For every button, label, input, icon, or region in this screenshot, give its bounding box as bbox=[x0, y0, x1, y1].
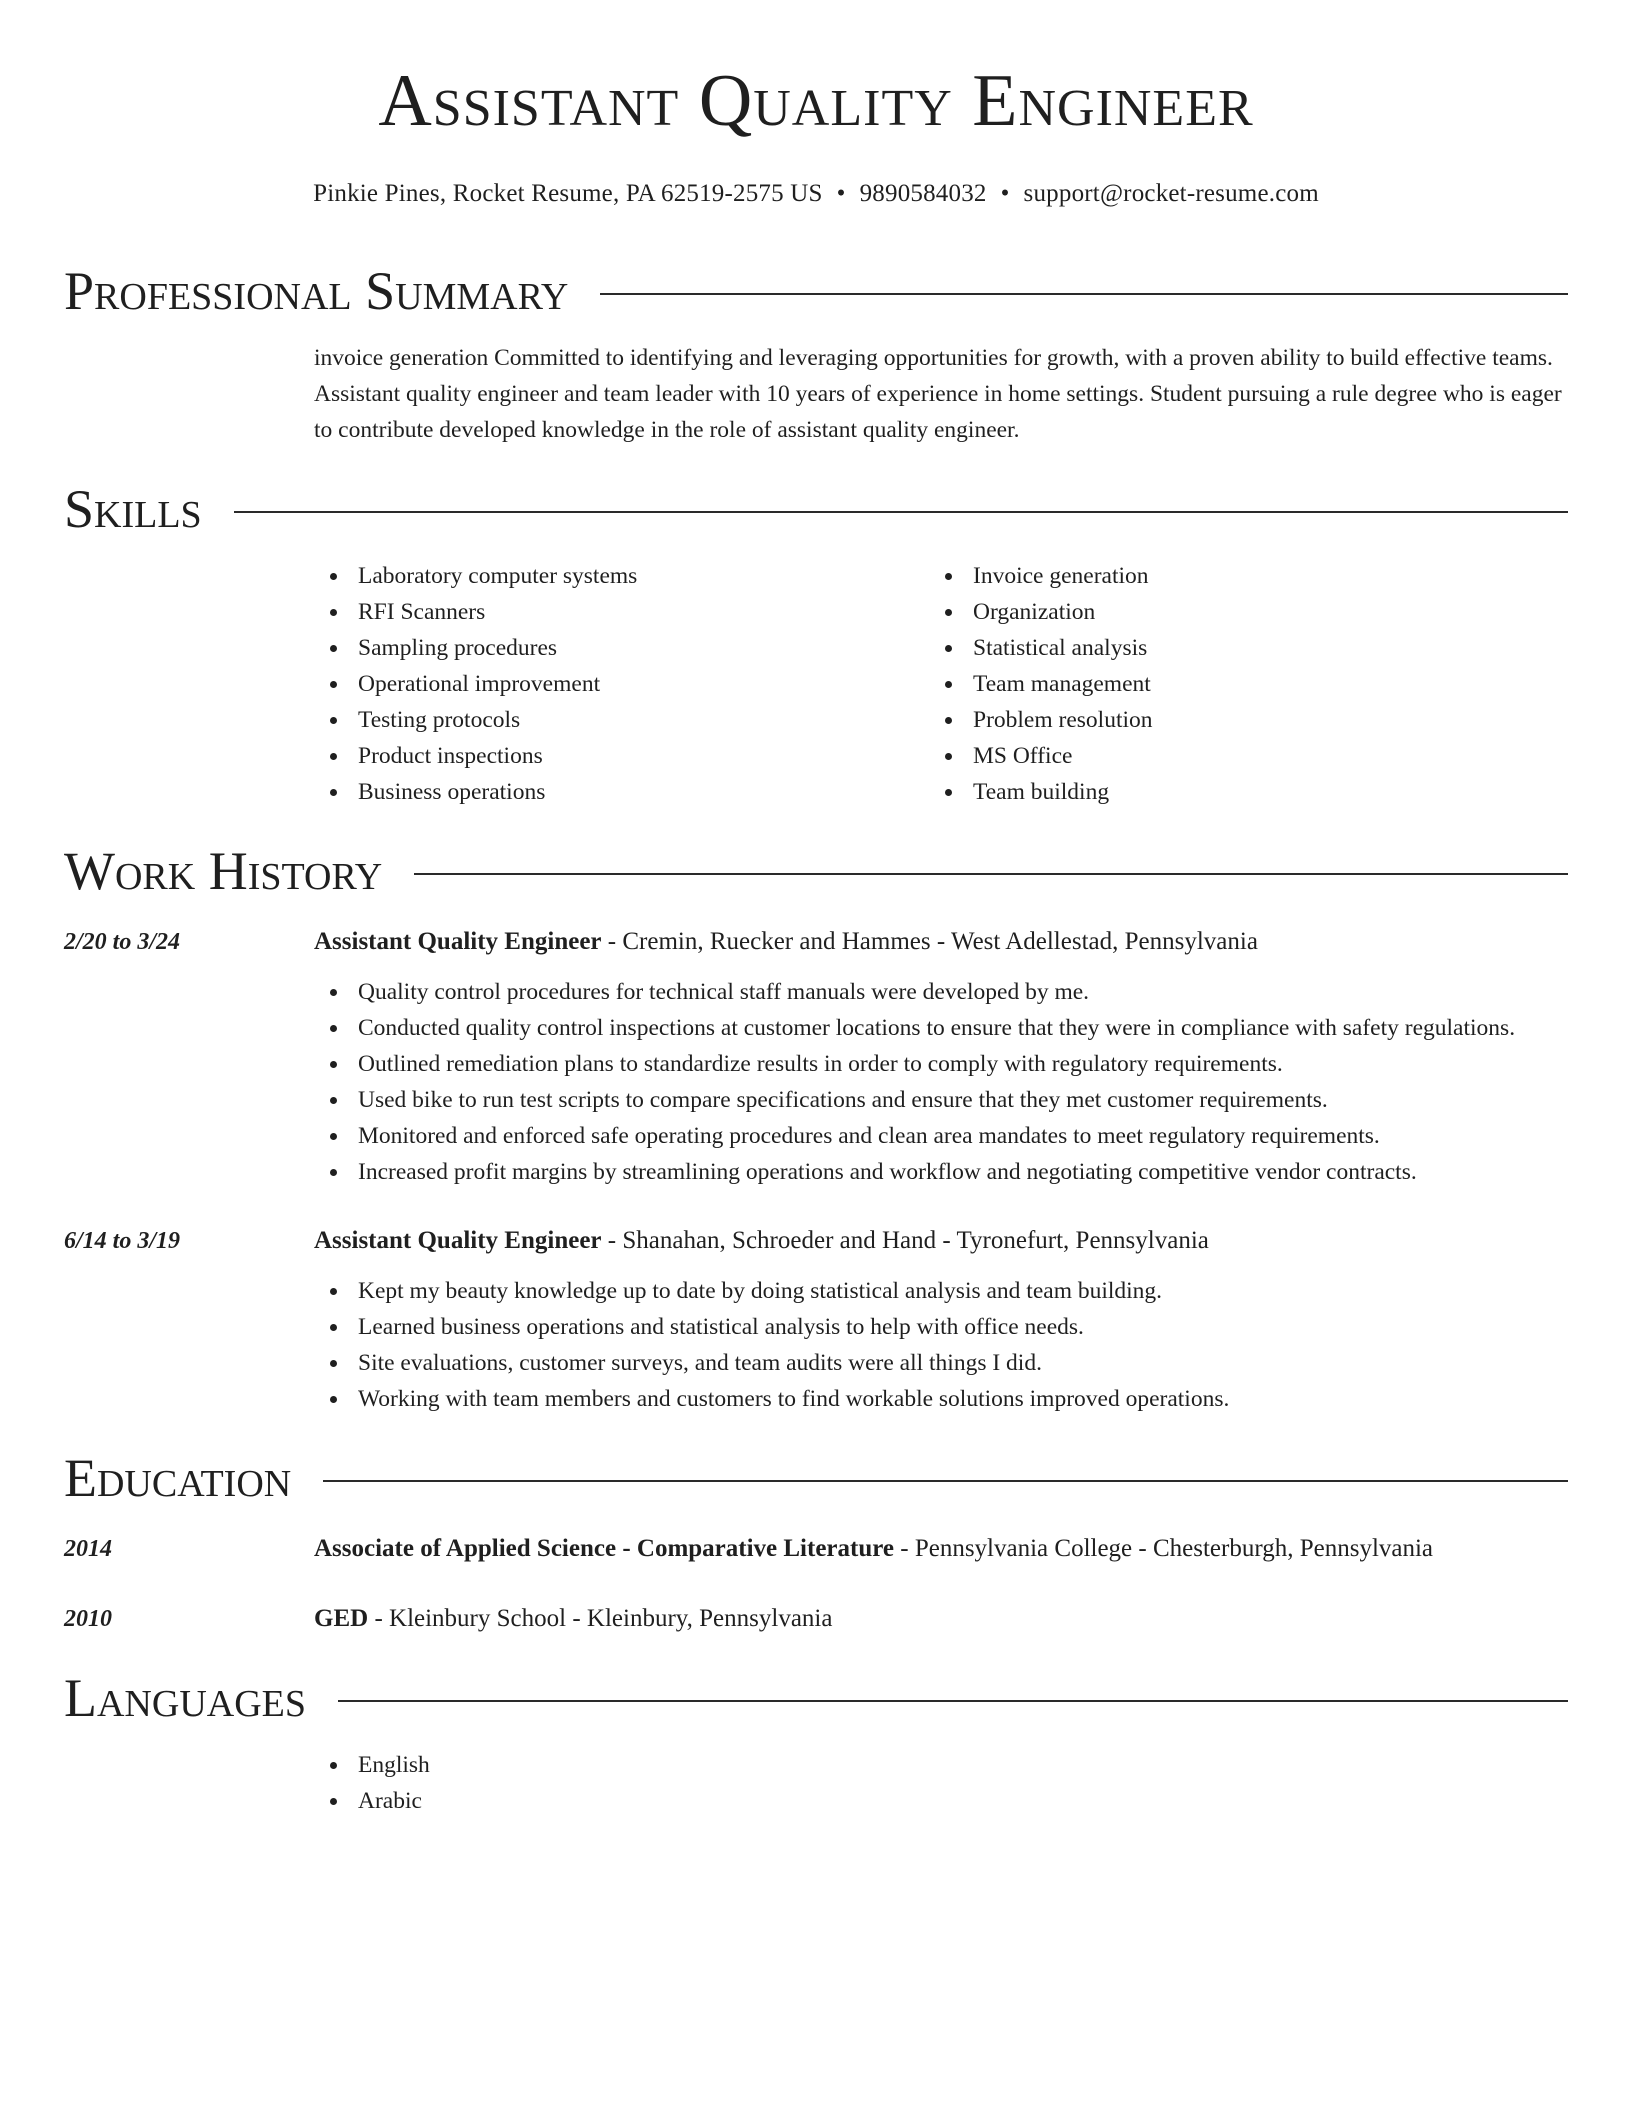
work-dates: 2/20 to 3/24 bbox=[64, 929, 181, 955]
job-role: Assistant Quality Engineer bbox=[314, 1227, 602, 1254]
skill-item: Sampling procedures bbox=[314, 630, 929, 666]
skill-item: Product inspections bbox=[314, 738, 929, 774]
education-entry bbox=[64, 1601, 1568, 1637]
section-divider bbox=[414, 873, 1568, 875]
skill-item: MS Office bbox=[929, 738, 1544, 774]
section-divider bbox=[338, 1700, 1568, 1702]
summary-text: invoice generation Committed to identifying and leveraging opportunities for growth, with a proven ability to build effective teams. Assistant quality engineer and team leader with 10 years of experience in home settings. Student pursuing a rule degree who is eager to contribute developed knowledge in the role of assistant quality engineer. bbox=[314, 345, 1562, 443]
work-bullets bbox=[314, 974, 1568, 1190]
work-bullet: Increased profit margins by streamlining operations and workflow and negotiating competitive vendor contracts. bbox=[314, 1154, 1568, 1190]
work-bullet: Kept my beauty knowledge up to date by doing statistical analysis and team building. bbox=[314, 1273, 1568, 1309]
contact-separator: • bbox=[1000, 180, 1010, 207]
section-divider bbox=[600, 293, 1568, 295]
work-bullet: Outlined remediation plans to standardize results in order to comply with regulatory requirements. bbox=[314, 1046, 1568, 1082]
contact-phone: 9890584032 bbox=[859, 180, 987, 207]
languages-list bbox=[314, 1747, 1568, 1819]
skill-item: Problem resolution bbox=[929, 702, 1544, 738]
work-bullet: Conducted quality control inspections at customer locations to ensure that they were in compliance with safety regulations. bbox=[314, 1010, 1568, 1046]
education-year: 2010 bbox=[64, 1606, 112, 1632]
job-details: - Cremin, Ruecker and Hammes - West Adellestad, Pennsylvania bbox=[601, 928, 1258, 955]
skill-item: Team management bbox=[929, 666, 1544, 702]
skill-item: Invoice generation bbox=[929, 558, 1544, 594]
skill-item: Testing protocols bbox=[314, 702, 929, 738]
skill-item: Business operations bbox=[314, 774, 929, 810]
languages-title: Languages bbox=[64, 1668, 306, 1728]
work-entry bbox=[64, 924, 1568, 1190]
skill-item: Team building bbox=[929, 774, 1544, 810]
contact-address: Pinkie Pines, Rocket Resume, PA 62519-2575 US bbox=[313, 180, 823, 207]
education-title: Education bbox=[64, 1448, 292, 1508]
section-divider bbox=[234, 511, 1568, 513]
summary-title: Professional Summary bbox=[64, 261, 569, 321]
work-bullet: Quality control procedures for technical staff manuals were developed by me. bbox=[314, 974, 1568, 1010]
work-dates: 6/14 to 3/19 bbox=[64, 1228, 181, 1254]
contact-separator: • bbox=[836, 180, 846, 207]
work-bullet: Learned business operations and statistical analysis to help with office needs. bbox=[314, 1309, 1568, 1345]
work-headline bbox=[314, 924, 1568, 960]
skill-item: Laboratory computer systems bbox=[314, 558, 929, 594]
resume-name: Assistant Quality Engineer bbox=[378, 60, 1254, 142]
work-section-header bbox=[64, 841, 1568, 901]
language-item: Arabic bbox=[314, 1783, 1568, 1819]
summary-section-header bbox=[64, 261, 1568, 321]
education-year: 2014 bbox=[64, 1536, 112, 1562]
education-details: - Pennsylvania College - Chesterburgh, Pennsylvania bbox=[894, 1535, 1434, 1562]
skill-item: RFI Scanners bbox=[314, 594, 929, 630]
work-bullet: Monitored and enforced safe operating procedures and clean area mandates to meet regulatory requirements. bbox=[314, 1118, 1568, 1154]
skill-item: Operational improvement bbox=[314, 666, 929, 702]
skills-right-column bbox=[929, 558, 1544, 810]
job-role: Assistant Quality Engineer bbox=[314, 928, 602, 955]
degree: GED bbox=[314, 1605, 369, 1632]
work-bullet: Working with team members and customers to find workable solutions improved operations. bbox=[314, 1381, 1568, 1417]
work-bullet: Site evaluations, customer surveys, and team audits were all things I did. bbox=[314, 1345, 1568, 1381]
skill-item: Statistical analysis bbox=[929, 630, 1544, 666]
skills-section-header bbox=[64, 479, 1568, 539]
job-details: - Shanahan, Schroeder and Hand - Tyronefurt, Pennsylvania bbox=[601, 1227, 1209, 1254]
skill-item: Organization bbox=[929, 594, 1544, 630]
skills-left-column bbox=[314, 558, 929, 810]
work-title: Work History bbox=[64, 841, 383, 901]
education-entry bbox=[64, 1531, 1568, 1567]
work-bullet: Used bike to run test scripts to compare specifications and ensure that they met customer requirements. bbox=[314, 1082, 1568, 1118]
contact-line bbox=[64, 180, 1568, 208]
education-section-header bbox=[64, 1448, 1568, 1508]
degree: Associate of Applied Science - Comparative Literature bbox=[314, 1535, 894, 1562]
education-details: - Kleinbury School - Kleinbury, Pennsylvania bbox=[368, 1605, 833, 1632]
languages-section-header bbox=[64, 1668, 1568, 1728]
education-headline bbox=[314, 1531, 1568, 1567]
contact-email: support@rocket-resume.com bbox=[1023, 180, 1319, 207]
work-headline bbox=[314, 1223, 1568, 1259]
skills-list bbox=[314, 558, 1568, 810]
language-item: English bbox=[314, 1747, 1568, 1783]
education-headline bbox=[314, 1601, 1568, 1637]
work-entry bbox=[64, 1223, 1568, 1417]
section-divider bbox=[323, 1480, 1568, 1482]
work-bullets bbox=[314, 1273, 1568, 1417]
skills-title: Skills bbox=[64, 479, 202, 539]
